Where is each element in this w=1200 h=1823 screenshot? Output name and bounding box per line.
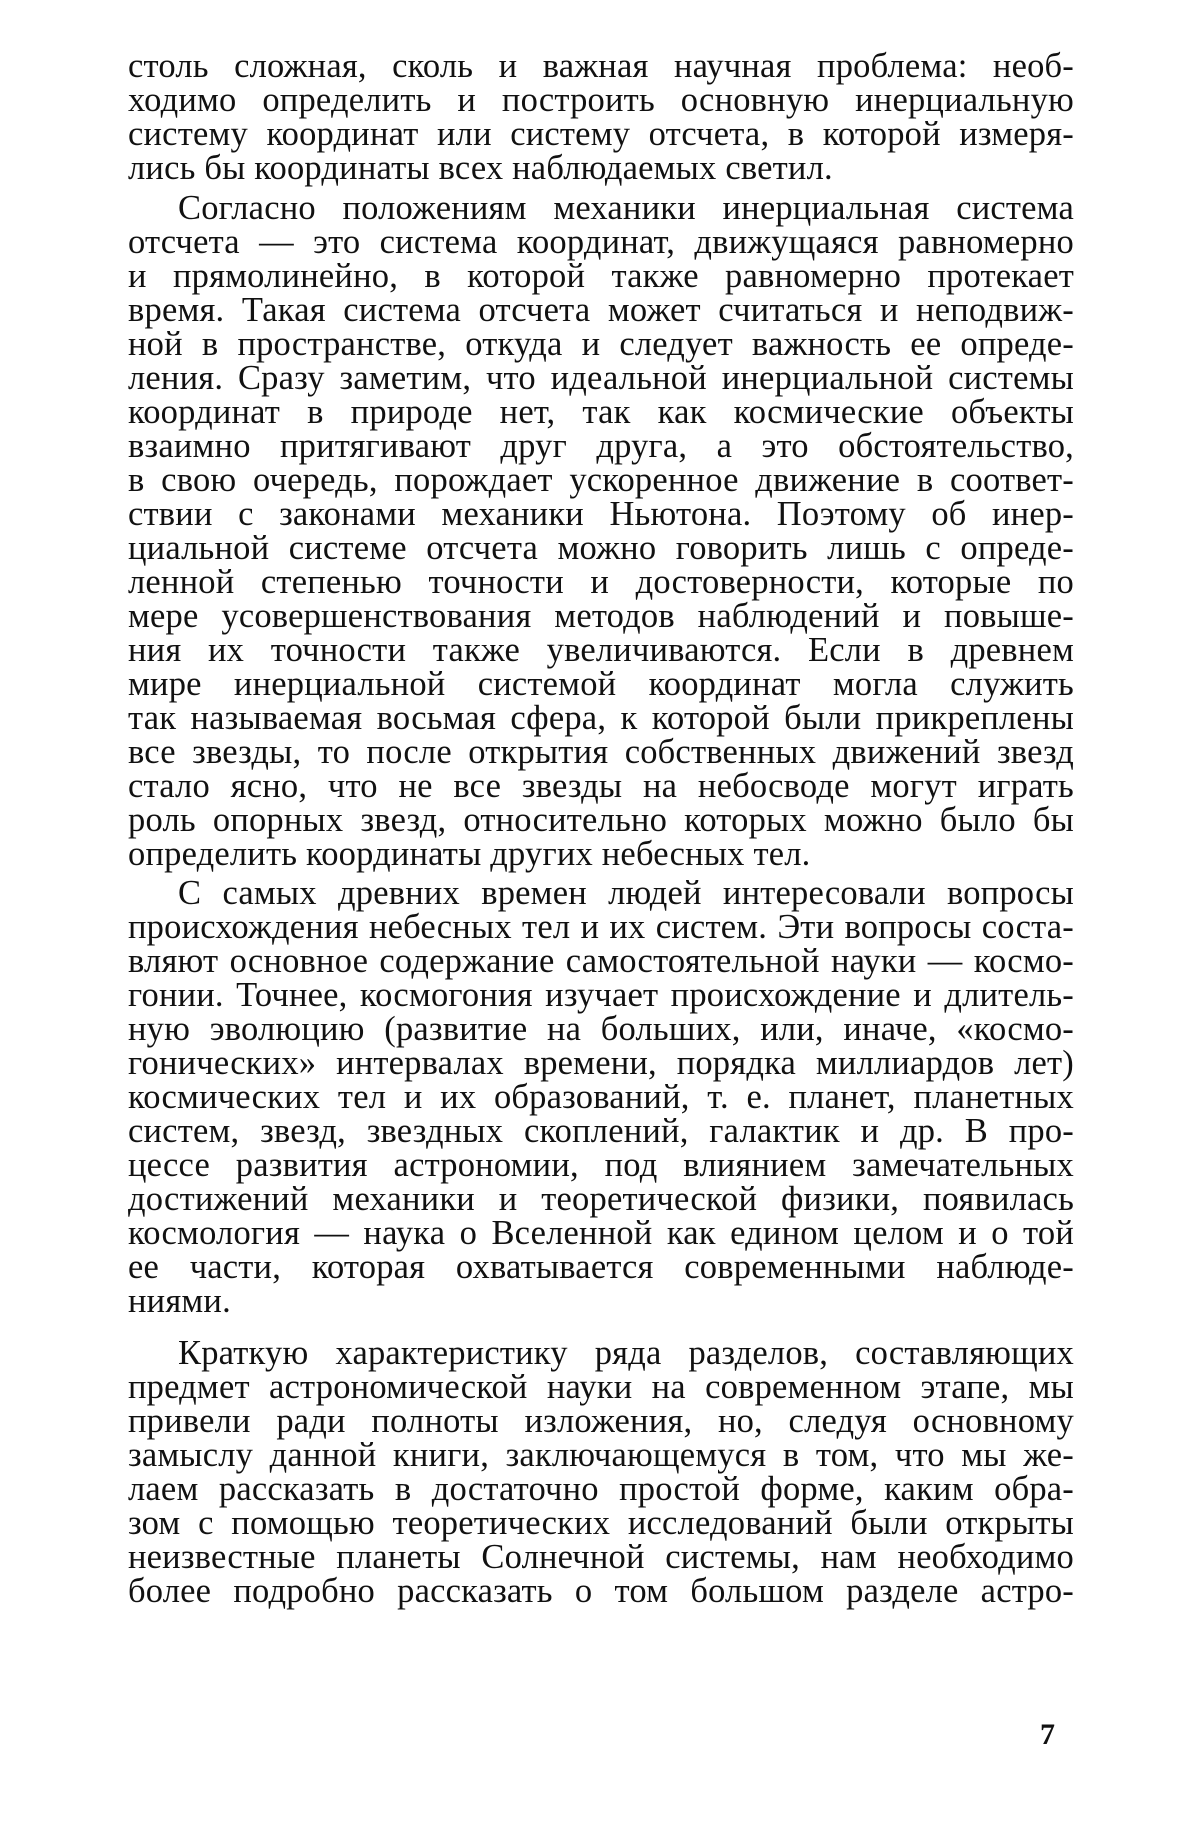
text-line: отсчета — это система координат, движущаяся равномерно bbox=[128, 223, 1074, 261]
text-line: замыслу данной книги, заключающемуся в том, что мы же- bbox=[128, 1436, 1074, 1474]
text-line: цессе развития астрономии, под влиянием замечательных bbox=[128, 1146, 1074, 1184]
text-line: зом с помощью теоретических исследований были открыты bbox=[128, 1504, 1074, 1542]
text-line: неизвестные планеты Солнечной системы, нам необходимо bbox=[128, 1538, 1074, 1576]
text-line: взаимно притягивают друг друга, а это обстоятельство, bbox=[128, 427, 1074, 465]
text-line: и прямолинейно, в которой также равномерно протекает bbox=[128, 257, 1074, 295]
text-line: лись бы координаты всех наблюдаемых светил. bbox=[128, 149, 833, 187]
text-line: ления. Сразу заметим, что идеальной инерциальной системы bbox=[128, 359, 1074, 397]
text-line: мере усовершенствования методов наблюдений и повыше- bbox=[128, 597, 1074, 635]
text-line: ниями. bbox=[128, 1282, 231, 1320]
text-line: космических тел и их образований, т. е. планет, планетных bbox=[128, 1078, 1074, 1116]
text-line: мире инерциальной системой координат могла служить bbox=[128, 665, 1074, 703]
text-line: координат в природе нет, так как космические объекты bbox=[128, 393, 1074, 431]
text-line: так называемая восьмая сфера, к которой были прикреплены bbox=[128, 699, 1074, 737]
text-line: ходимо определить и построить основную инерциальную bbox=[128, 81, 1074, 119]
text-line: предмет астрономической науки на современном этапе, мы bbox=[128, 1368, 1074, 1406]
text-line: более подробно рассказать о том большом разделе астро- bbox=[128, 1572, 1074, 1610]
text-line: определить координаты других небесных тел. bbox=[128, 835, 811, 873]
text-line: ее части, которая охватывается современными наблюде- bbox=[128, 1248, 1074, 1286]
text-line: в свою очередь, порождает ускоренное движение в соответ- bbox=[128, 461, 1074, 499]
text-line: столь сложная, сколь и важная научная проблема: необ- bbox=[128, 47, 1074, 85]
text-line: ную эволюцию (развитие на больших, или, иначе, «космо- bbox=[128, 1010, 1074, 1048]
text-line: привели ради полноты изложения, но, следуя основному bbox=[128, 1402, 1074, 1440]
text-line: происхождения небесных тел и их систем. Эти вопросы соста- bbox=[128, 908, 1074, 946]
text-line: гонических» интервалах времени, порядка миллиардов лет) bbox=[128, 1044, 1074, 1082]
text-line: все звезды, то после открытия собственных движений звезд bbox=[128, 733, 1074, 771]
text-line: систем, звезд, звездных скоплений, галактик и др. В про- bbox=[128, 1112, 1074, 1150]
text-line: ной в пространстве, откуда и следует важность ее опреде- bbox=[128, 325, 1074, 363]
text-line: время. Такая система отсчета может считаться и неподвиж- bbox=[128, 291, 1074, 329]
text-line: С самых древних времен людей интересовали вопросы bbox=[178, 874, 1074, 912]
text-line: циальной системе отсчета можно говорить лишь с опреде- bbox=[128, 529, 1074, 567]
text-line: роль опорных звезд, относительно которых можно было бы bbox=[128, 801, 1074, 839]
text-line: ствии с законами механики Ньютона. Поэтому об инер- bbox=[128, 495, 1074, 533]
text-line: стало ясно, что не все звезды на небосводе могут играть bbox=[128, 767, 1074, 805]
text-line: систему координат или систему отсчета, в которой измеря- bbox=[128, 115, 1074, 153]
text-line: гонии. Точнее, космогония изучает происхождение и длитель- bbox=[128, 976, 1074, 1014]
text-line: лаем рассказать в достаточно простой форме, каким обра- bbox=[128, 1470, 1074, 1508]
text-line: достижений механики и теоретической физики, появилась bbox=[128, 1180, 1074, 1218]
text-line: ния их точности также увеличиваются. Если в древнем bbox=[128, 631, 1074, 669]
text-page bbox=[128, 47, 1074, 1790]
text-line: Краткую характеристику ряда разделов, составляющих bbox=[178, 1334, 1074, 1372]
text-line: Согласно положениям механики инерциальная система bbox=[178, 189, 1074, 227]
page-number: 7 bbox=[1040, 1718, 1055, 1751]
text-line: космология — наука о Вселенной как едином целом и о той bbox=[128, 1214, 1074, 1252]
text-line: вляют основное содержание самостоятельной науки — космо- bbox=[128, 942, 1074, 980]
text-line: ленной степенью точности и достоверности, которые по bbox=[128, 563, 1074, 601]
